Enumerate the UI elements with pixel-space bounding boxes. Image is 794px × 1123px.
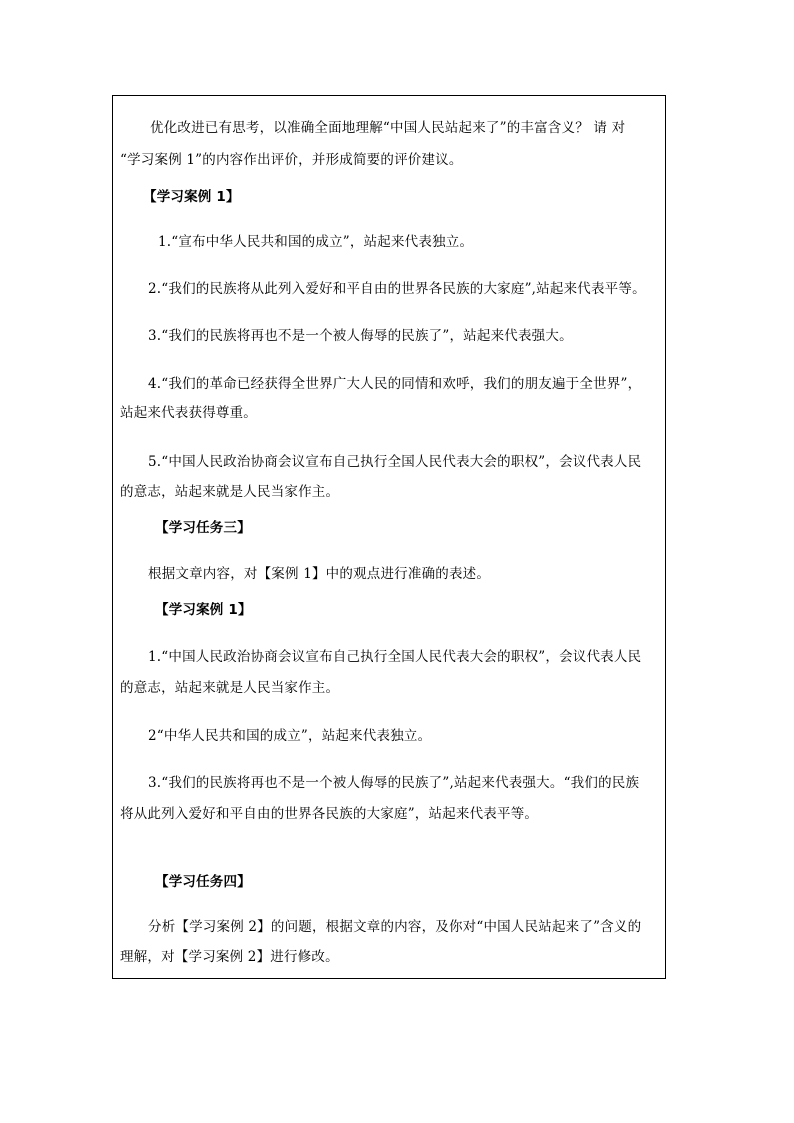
revised-item-3-line-2: 将从此列入爱好和平自由的世界各民族的大家庭”，站起来代表平等。 — [120, 806, 539, 822]
revised-item-1-line-1: 1.“中国人民政治协商会议宣布自己执行全国人民代表大会的职权”，会议代表人民 — [148, 649, 642, 665]
heading-study-case-1: 【学习案例 1】 — [143, 189, 240, 205]
paragraph-intro-line-2: “学习案例 1”的内容作出评价，并形成简要的评价建议。 — [120, 152, 463, 168]
case1-item-4-line-2: 站起来代表获得尊重。 — [120, 405, 257, 421]
task3-text: 根据文章内容，对【案例 1】中的观点进行准确的表述。 — [148, 566, 491, 582]
revised-item-2: 2“中华人民共和国的成立”，站起来代表独立。 — [148, 728, 432, 744]
case1-item-2: 2.“我们的民族将从此列入爱好和平自由的世界各民族的大家庭”,站起来代表平等。 — [148, 281, 646, 297]
case1-item-3: 3.“我们的民族将再也不是一个被人侮辱的民族了”，站起来代表强大。 — [148, 328, 573, 344]
heading-study-case-1-revised: 【学习案例 1】 — [155, 602, 252, 618]
heading-study-task-3: 【学习任务三】 — [155, 520, 251, 536]
task4-text-line-1: 分析【学习案例 2】的问题，根据文章的内容，及你对“中国人民站起来了”含义的 — [148, 919, 642, 935]
case1-item-5-line-1: 5.“中国人民政治协商会议宣布自己执行全国人民代表大会的职权”，会议代表人民 — [148, 454, 642, 470]
paragraph-intro-line-1: 优化改进已有思考，以准确全面地理解“中国人民站起来了”的丰富含义？ 请 对 — [150, 120, 626, 136]
case1-item-5-line-2: 的意志，站起来就是人民当家作主。 — [120, 484, 340, 500]
content-frame — [112, 95, 666, 979]
task4-text-line-2: 理解，对【学习案例 2】进行修改。 — [120, 949, 339, 965]
case1-item-1: 1.“宣布中华人民共和国的成立”，站起来代表独立。 — [158, 234, 474, 250]
case1-item-4-line-1: 4.“我们的革命已经获得全世界广大人民的同情和欢呼，我们的朋友遍于全世界”， — [148, 376, 642, 392]
revised-item-1-line-2: 的意志，站起来就是人民当家作主。 — [120, 680, 340, 696]
revised-item-3-line-1: 3.“我们的民族将再也不是一个被人侮辱的民族了”,站起来代表强大。“我们的民族 — [148, 775, 640, 791]
heading-study-task-4: 【学习任务四】 — [155, 874, 251, 890]
